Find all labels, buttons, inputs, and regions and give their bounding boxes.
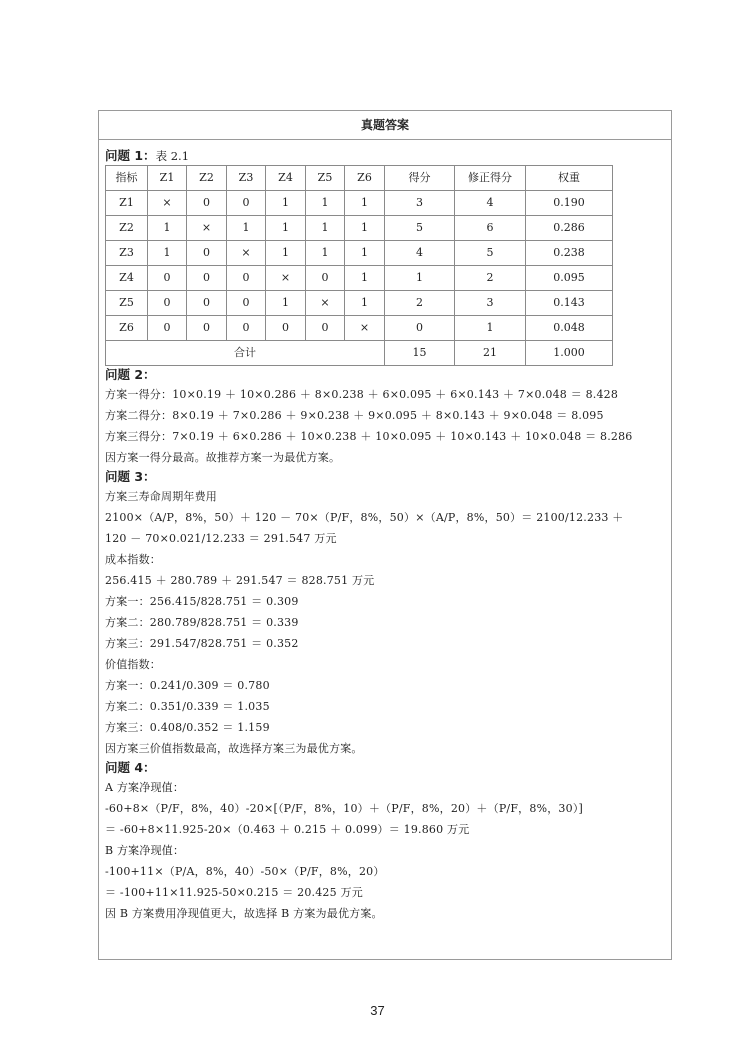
table-header-cell: 修正得分: [455, 166, 526, 191]
table-cell: 0: [306, 316, 345, 341]
table-cell: 0.095: [526, 266, 613, 291]
table-cell: 1: [306, 241, 345, 266]
table-cell: 1: [345, 241, 385, 266]
text-line: 方案三得分：7×0.19 ＋ 6×0.286 ＋ 10×0.238 ＋ 10×0.095 ＋ 10×0.143 ＋ 10×0.048 ＝ 8.286: [105, 430, 633, 443]
table-cell: Z3: [106, 241, 148, 266]
table-header-cell: Z2: [187, 166, 227, 191]
table-cell: 0: [306, 266, 345, 291]
table-cell: 2: [385, 291, 455, 316]
table-cell: 1: [385, 266, 455, 291]
table-cell: 3: [455, 291, 526, 316]
table-cell: 1: [345, 191, 385, 216]
table-row: [106, 191, 613, 216]
text-line: 因方案三价值指数最高，故选择方案三为最优方案。: [105, 742, 363, 755]
page-number: 37: [370, 1003, 385, 1018]
table-cell: 0: [187, 291, 227, 316]
question-1-heading: [105, 147, 669, 165]
text-line: 方案一：0.241/0.309 ＝ 0.780: [105, 679, 270, 692]
table-cell: 1: [266, 191, 306, 216]
table-cell: 1: [455, 316, 526, 341]
table-cell: 1: [345, 266, 385, 291]
answer-content: [105, 147, 669, 924]
text-line: A 方案净现值：: [105, 781, 185, 794]
table-row: [106, 241, 613, 266]
table-cell: 1: [266, 291, 306, 316]
table-header-cell: 得分: [385, 166, 455, 191]
text-line: B 方案净现值：: [105, 844, 185, 857]
table-cell: ×: [345, 316, 385, 341]
table-cell: Z2: [106, 216, 148, 241]
table-header-cell: Z5: [306, 166, 345, 191]
question-3-body: [105, 486, 669, 759]
table-cell: ×: [187, 216, 227, 241]
pairwise-score-table: [105, 165, 613, 366]
text-line: 256.415 ＋ 280.789 ＋ 291.547 ＝ 828.751 万元: [105, 574, 375, 587]
table-cell: 0: [148, 266, 187, 291]
table-cell: 1: [306, 191, 345, 216]
table-header-cell: 权重: [526, 166, 613, 191]
table-cell: 3: [385, 191, 455, 216]
table-header-cell: 指标: [106, 166, 148, 191]
table-cell: 1: [148, 216, 187, 241]
table-header-row: [106, 166, 613, 191]
table-row: [106, 266, 613, 291]
table-cell: 0.143: [526, 291, 613, 316]
table-cell: 0: [227, 191, 266, 216]
text-line: ＝ -100+11×11.925-50×0.215 ＝ 20.425 万元: [105, 886, 363, 899]
text-line: 因 B 方案费用净现值更大，故选择 B 方案为最优方案。: [105, 907, 383, 920]
table-cell: 4: [455, 191, 526, 216]
text-line: -60+8×（P/F，8%，40）-20×[（P/F，8%，10）＋（P/F，8%，20）＋（P/F，8%，30）]: [105, 802, 584, 815]
table-cell: 1: [148, 241, 187, 266]
text-line: 方案三寿命周期年费用: [105, 490, 217, 503]
table-cell: 0.238: [526, 241, 613, 266]
table-header-cell: Z4: [266, 166, 306, 191]
table-cell: 0: [227, 316, 266, 341]
table-total-row: [106, 341, 613, 366]
table-cell: 0: [227, 266, 266, 291]
table-cell: ×: [306, 291, 345, 316]
table-cell: 0.048: [526, 316, 613, 341]
table-cell: Z5: [106, 291, 148, 316]
table-cell: 2: [455, 266, 526, 291]
question-1-label: 问题 1：: [105, 148, 156, 163]
table-cell: 0: [148, 316, 187, 341]
table-cell: 5: [385, 216, 455, 241]
text-line: 方案一得分：10×0.19 ＋ 10×0.286 ＋ 8×0.238 ＋ 6×0.095 ＋ 6×0.143 ＋ 7×0.048 ＝ 8.428: [105, 388, 619, 401]
table-cell: 0: [187, 191, 227, 216]
table-cell: 1: [227, 216, 266, 241]
answer-box: [98, 110, 672, 960]
text-line: 2100×（A/P，8%，50）＋ 120 － 70×（P/F，8%，50）×（A/P，8%，50）＝ 2100/12.233 ＋: [105, 511, 624, 524]
text-line: 方案一：256.415/828.751 ＝ 0.309: [105, 595, 299, 608]
text-line: 方案二：280.789/828.751 ＝ 0.339: [105, 616, 299, 629]
table-header-cell: Z1: [148, 166, 187, 191]
text-line: ＝ -60+8×11.925-20×（0.463 ＋ 0.215 ＋ 0.099）＝ 19.860 万元: [105, 823, 470, 836]
question-4-heading: 问题 4：: [105, 760, 156, 775]
table-cell: 0: [227, 291, 266, 316]
text-line: 成本指数：: [105, 553, 161, 566]
table-cell: 0.190: [526, 191, 613, 216]
text-line: 因方案一得分最高。故推荐方案一为最优方案。: [105, 451, 341, 464]
table-cell: 0: [266, 316, 306, 341]
table-cell: ×: [266, 266, 306, 291]
table-header-cell: Z3: [227, 166, 266, 191]
table-cell: 5: [455, 241, 526, 266]
table-cell: 0.286: [526, 216, 613, 241]
text-line: 价值指数：: [105, 658, 161, 671]
table-cell: Z6: [106, 316, 148, 341]
total-score: 15: [385, 341, 455, 366]
text-line: 方案三：0.408/0.352 ＝ 1.159: [105, 721, 270, 734]
table-cell: 1: [345, 291, 385, 316]
table-cell: 1: [345, 216, 385, 241]
table-header-cell: Z6: [345, 166, 385, 191]
question-2-body: [105, 384, 669, 468]
text-line: 方案二得分：8×0.19 ＋ 7×0.286 ＋ 9×0.238 ＋ 9×0.095 ＋ 8×0.143 ＋ 9×0.048 ＝ 8.095: [105, 409, 604, 422]
table-cell: 0: [187, 266, 227, 291]
table-cell: 1: [266, 216, 306, 241]
question-2-heading: 问题 2：: [105, 367, 156, 382]
total-label: 合计: [106, 341, 385, 366]
text-line: -100+11×（P/A，8%，40）-50×（P/F，8%，20）: [105, 865, 385, 878]
text-line: 方案三：291.547/828.751 ＝ 0.352: [105, 637, 299, 650]
table-cell: 1: [306, 216, 345, 241]
table-row: [106, 291, 613, 316]
table-cell: 0: [385, 316, 455, 341]
table-cell: Z1: [106, 191, 148, 216]
answer-box-title: 真题答案: [99, 111, 671, 140]
text-line: 120 － 70×0.021/12.233 ＝ 291.547 万元: [105, 532, 337, 545]
question-3-heading: 问题 3：: [105, 469, 156, 484]
table-cell: 4: [385, 241, 455, 266]
question-4-body: [105, 777, 669, 924]
table-row: [106, 316, 613, 341]
total-weight: 1.000: [526, 341, 613, 366]
table-caption: 表 2.1: [155, 149, 190, 163]
score-table-body: [106, 166, 613, 366]
table-cell: ×: [148, 191, 187, 216]
table-row: [106, 216, 613, 241]
table-cell: 0: [148, 291, 187, 316]
table-cell: 0: [187, 316, 227, 341]
table-cell: 6: [455, 216, 526, 241]
table-cell: Z4: [106, 266, 148, 291]
table-cell: 0: [187, 241, 227, 266]
total-corrected-score: 21: [455, 341, 526, 366]
table-cell: 1: [266, 241, 306, 266]
text-line: 方案二：0.351/0.339 ＝ 1.035: [105, 700, 270, 713]
table-cell: ×: [227, 241, 266, 266]
